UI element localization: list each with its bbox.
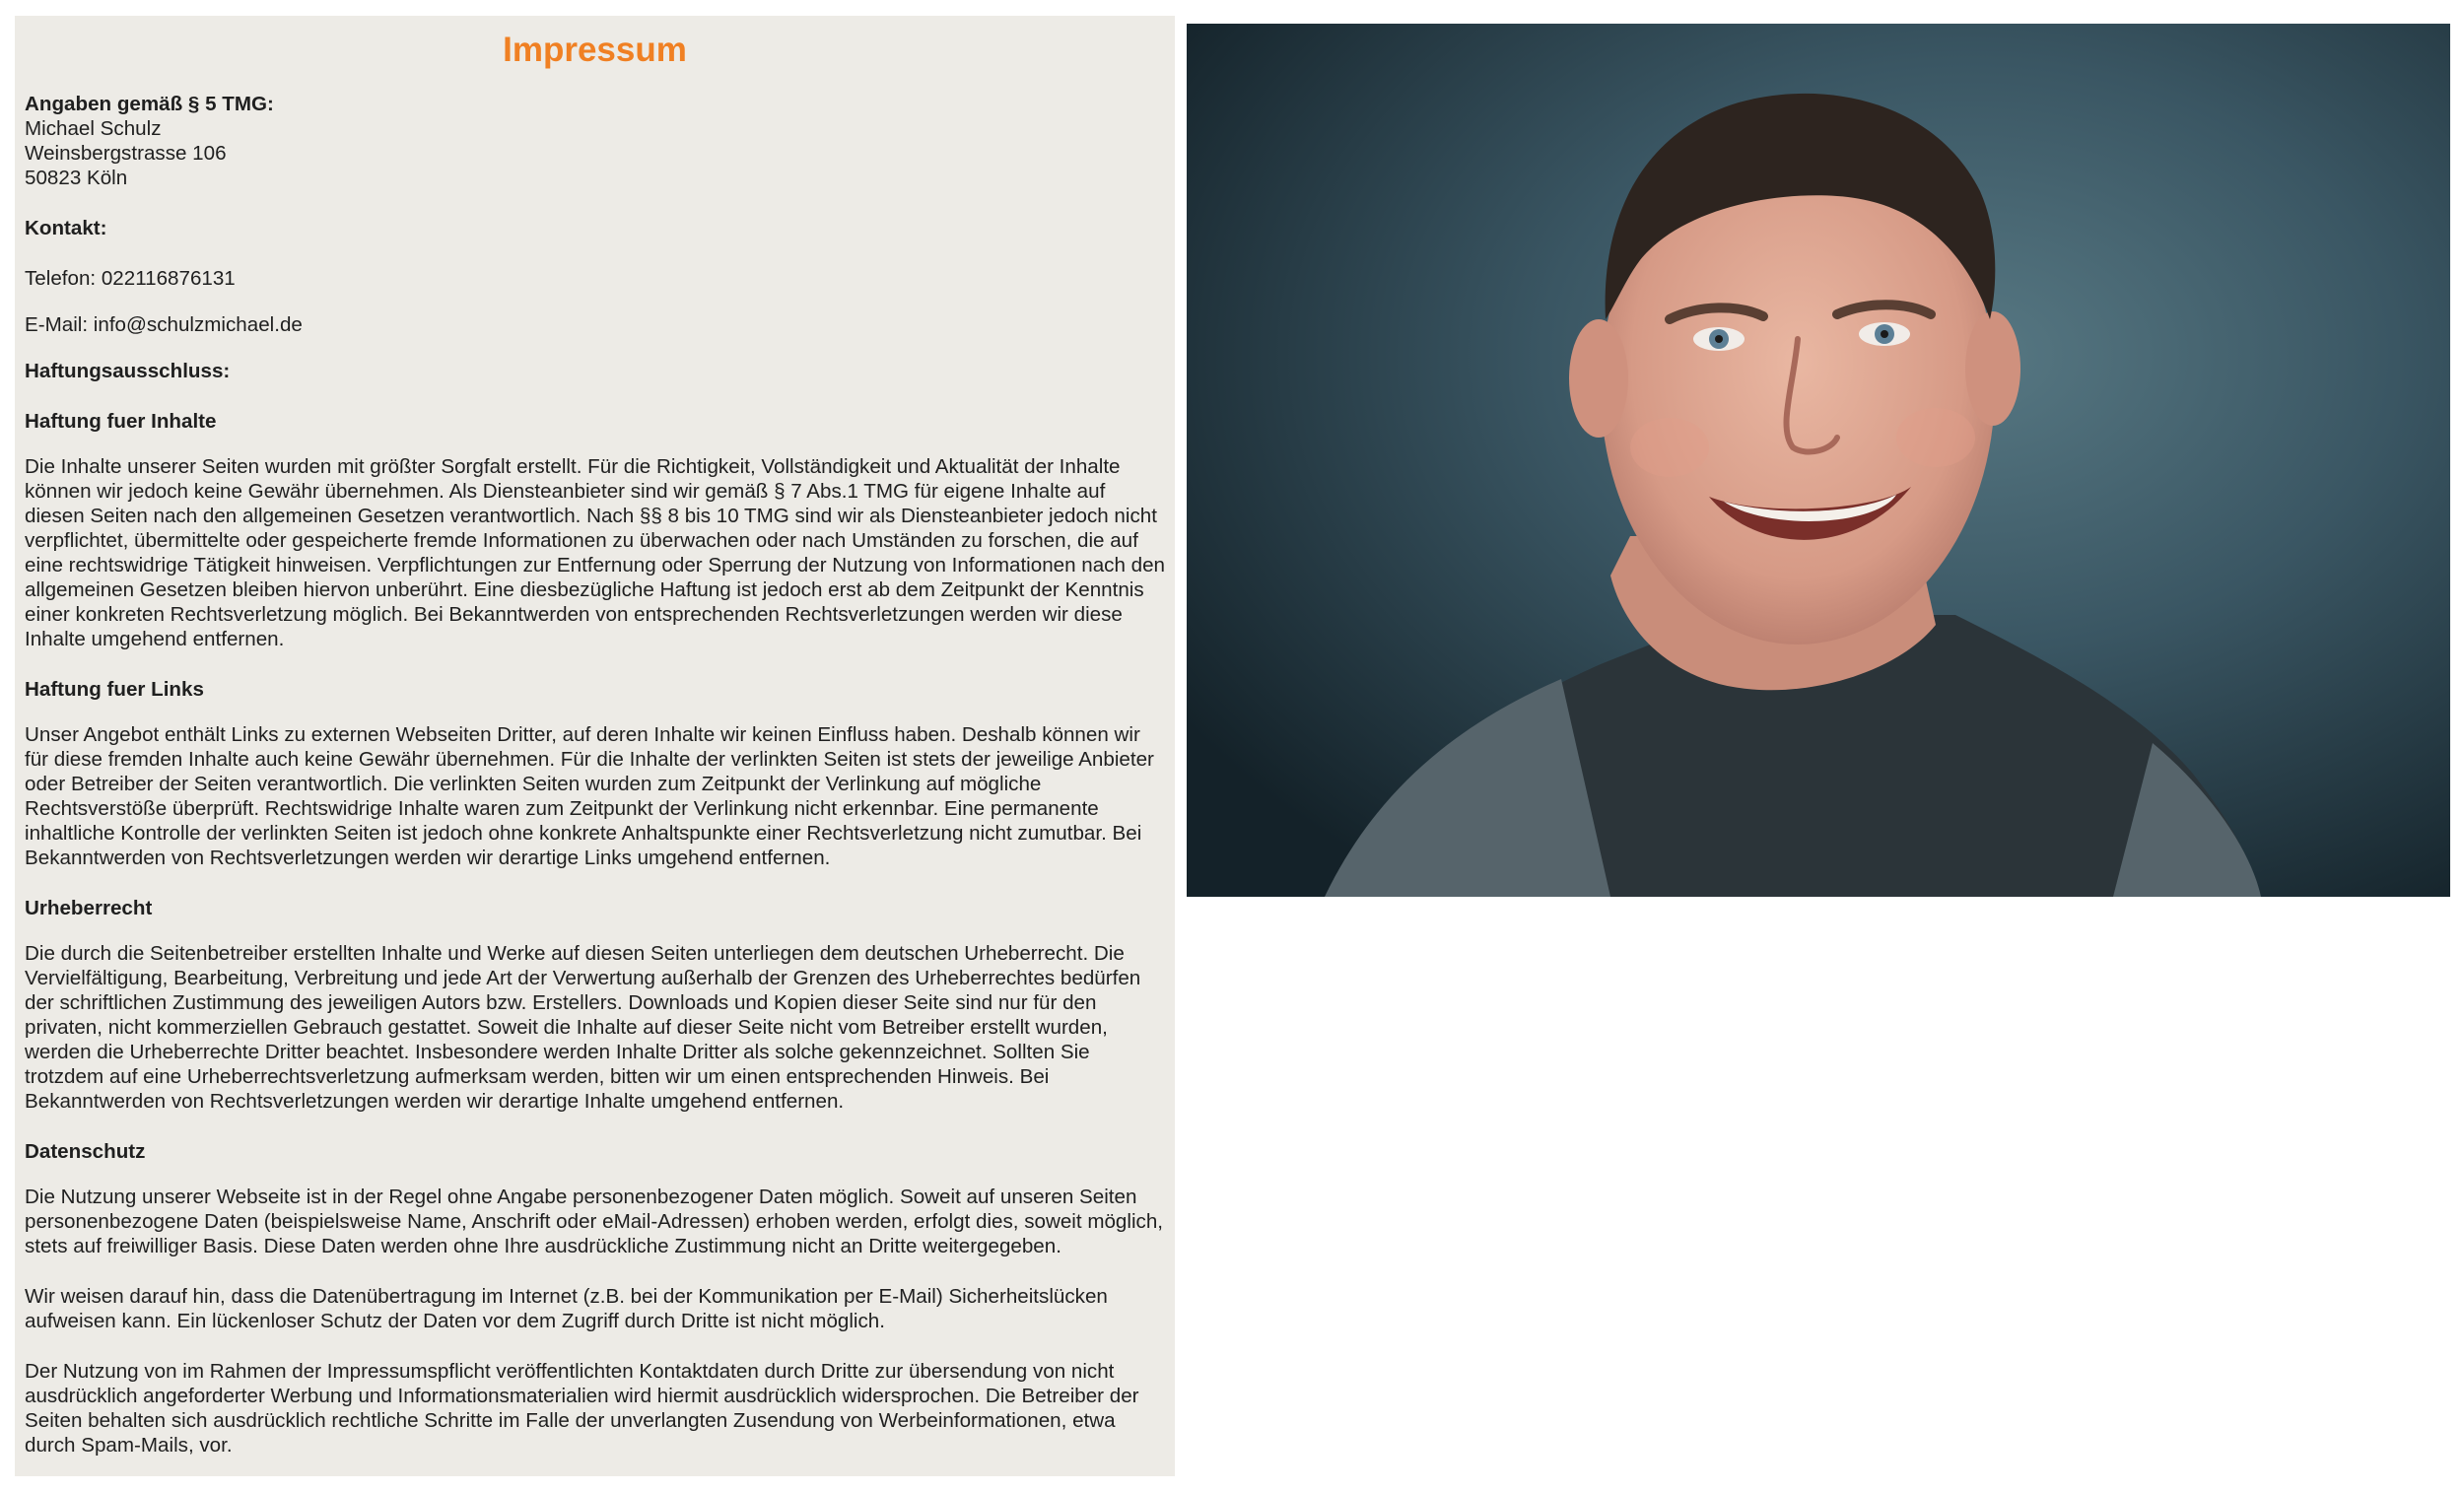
telefon-text: Telefon: 022116876131 xyxy=(25,267,236,290)
kontakt-heading: Kontakt: xyxy=(25,217,107,239)
portrait-illustration xyxy=(1187,24,2450,897)
portrait-photo xyxy=(1187,24,2450,897)
datenschutz-text-1: Die Nutzung unserer Webseite ist in der Regel ohne Angabe personenbezogener Daten möglich. Soweit auf unseren Seiten personenbezogene Daten (beispielsweise Name, Anschrift oder eMail-Adressen) erhoben werden, erfolgt dies, soweit möglich, stets auf freiwilliger Basis. Diese Daten werden ohne Ihre ausdrückliche Zustimmung nicht an Dritte weitergegeben. xyxy=(25,1186,1164,1257)
email-text: E-Mail: info@schulzmichael.de xyxy=(25,313,303,336)
angaben-section xyxy=(25,92,1165,190)
inhalte-text: Die Inhalte unserer Seiten wurden mit größter Sorgfalt erstellt. Für die Richtigkeit, Vollständigkeit und Aktualität der Inhalte können wir jedoch keine Gewähr übernehmen. Als Diensteanbieter sind wir gemäß § 7 Abs.1 TMG für eigene Inhalte auf diesen Seiten nach den allgemeinen Gesetzen verantwortlich. Nach §§ 8 bis 10 TMG sind wir als Diensteanbieter jedoch nicht verpflichtet, übermittelte oder gespeicherte fremde Informationen zu überwachen oder nach Umständen zu forschen, die auf eine rechtswidrige Tätigkeit hinweisen. Verpflichtungen zur Entfernung oder Sperrung der Nutzung von Informationen nach den allgemeinen Gesetzen bleiben hiervon unberührt. Eine diesbezügliche Haftung ist jedoch erst ab dem Zeitpunkt der Kenntnis einer konkreten Rechtsverletzung möglich. Bei Bekanntwerden von entsprechenden Rechtsverletzungen werden wir diese Inhalte umgehend entfernen. xyxy=(25,455,1166,650)
owner-name: Michael Schulz xyxy=(25,117,162,140)
links-text: Unser Angebot enthält Links zu externen Webseiten Dritter, auf deren Inhalte wir keinen Einfluss haben. Deshalb können wir für diese fremden Inhalte auch keine Gewähr übernehmen. Für die Inhalte der verlinkten Seiten ist stets der jeweilige Anbieter oder Betreiber der Seiten verantwortlich. Die verlinkten Seiten wurden zum Zeitpunkt der Verlinkung auf mögliche Rechtsverstöße überprüft. Rechtswidrige Inhalte waren zum Zeitpunkt der Verlinkung nicht erkennbar. Eine permanente inhaltliche Kontrolle der verlinkten Seiten ist jedoch ohne konkrete Anhaltspunkte einer Rechtsverletzung nicht zumutbar. Bei Bekanntwerden von Rechtsverletzungen werden wir derartige Links umgehend entfernen. xyxy=(25,723,1154,869)
datenschutz-text-2: Wir weisen darauf hin, dass die Datenübertragung im Internet (z.B. bei der Kommunikation per E-Mail) Sicherheitslücken aufweisen kann. Ein lückenloser Schutz der Daten vor dem Zugriff durch Dritte ist nicht möglich. xyxy=(25,1285,1108,1332)
kontakt-section xyxy=(25,216,1165,337)
datenschutz-text-3: Der Nutzung von im Rahmen der Impressumspflicht veröffentlichten Kontaktdaten durch Dritte zur übersendung von nicht ausdrücklich angeforderter Werbung und Informationsmaterialien wird hiermit ausdrücklich widersprochen. Die Betreiber der Seiten behalten sich ausdrücklich rechtliche Schritte im Falle der unverlangten Zusendung von Werbeinformationen, etwa durch Spam-Mails, vor. xyxy=(25,1360,1139,1457)
page-title: Impressum xyxy=(503,31,687,69)
owner-city: 50823 Köln xyxy=(25,167,128,189)
haftungsausschluss-heading: Haftungsausschluss: xyxy=(25,360,231,382)
inhalte-heading: Haftung fuer Inhalte xyxy=(25,410,217,433)
urheberrecht-text: Die durch die Seitenbetreiber erstellten Inhalte und Werke auf diesen Seiten unterliegen dem deutschen Urheberrecht. Die Vervielfältigung, Bearbeitung, Verbreitung und jede Art der Verwertung außerhalb der Grenzen des Urheberrechtes bedürfen der schriftlichen Zustimmung des jeweiligen Autors bzw. Erstellers. Downloads und Kopien dieser Seite sind nur für den privaten, nicht kommerziellen Gebrauch gestattet. Soweit die Inhalte auf dieser Seite nicht vom Betreiber erstellt wurden, werden die Urheberrechte Dritter beachtet. Insbesondere werden Inhalte Dritter als solche gekennzeichnet. Sollten Sie trotzdem auf eine Urheberrechtsverletzung aufmerksam werden, bitten wir um einen entsprechenden Hinweis. Bei Bekanntwerden von Rechtsverletzungen werden wir derartige Inhalte umgehend entfernen. xyxy=(25,942,1141,1113)
datenschutz-heading: Datenschutz xyxy=(25,1140,146,1163)
impressum-panel xyxy=(15,16,1175,1476)
urheberrecht-heading: Urheberrecht xyxy=(25,897,153,919)
links-heading: Haftung fuer Links xyxy=(25,678,204,701)
owner-street: Weinsbergstrasse 106 xyxy=(25,142,227,165)
angaben-heading: Angaben gemäß § 5 TMG: xyxy=(25,93,274,115)
